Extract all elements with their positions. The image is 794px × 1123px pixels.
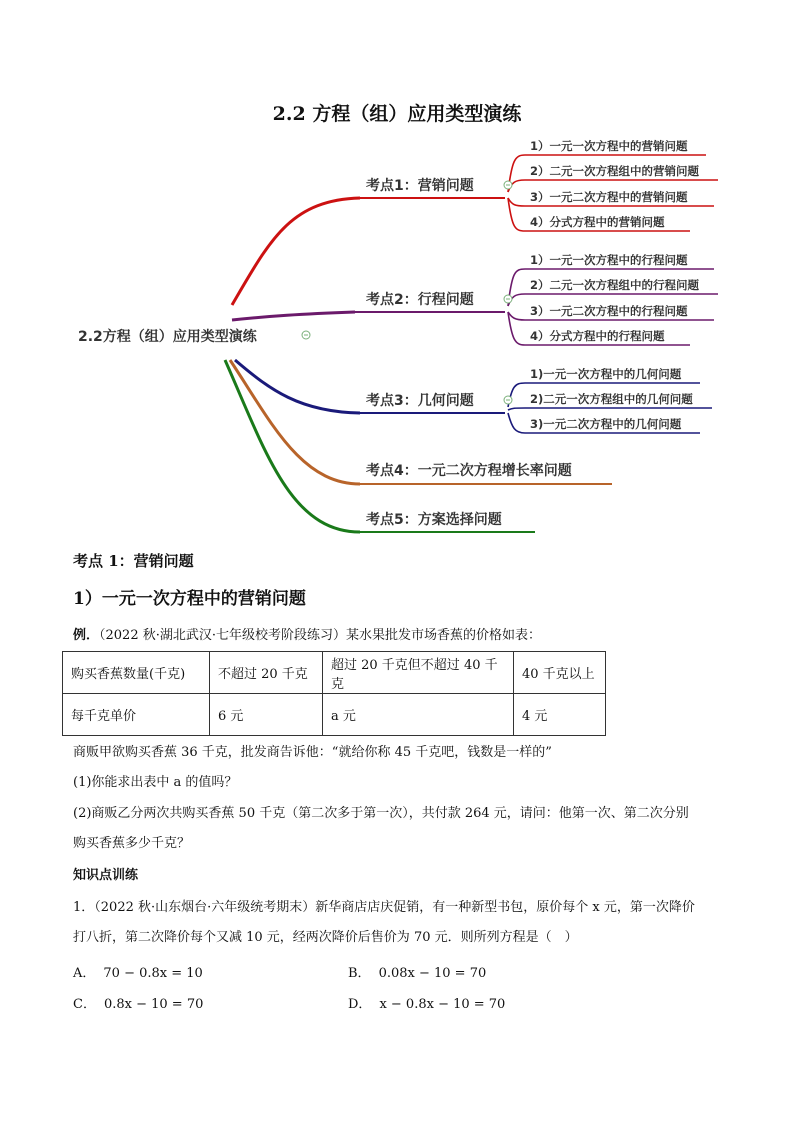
problem-1-line2: 打八折，第二次降价每个又减 10 元，经两次降价后售价为 70 元．则所列方程是（ ） [73, 930, 578, 945]
sub-item: 1)一元一次方程中的几何问题 [530, 367, 682, 381]
table-cell: 6 元 [210, 694, 323, 736]
option-d [348, 993, 505, 1012]
branch-label-1: 考点1：营销问题 [366, 178, 474, 194]
mind-map-root: 2.2方程（组）应用类型演练 [78, 329, 257, 345]
option-key: A． [73, 966, 96, 981]
branch-line-3 [235, 360, 360, 413]
sub-item: 3）一元二次方程中的营销问题 [530, 190, 688, 204]
table-cell: 不超过 20 千克 [210, 652, 323, 694]
sub-item: 1）一元一次方程中的营销问题 [530, 139, 688, 153]
after-table-text: 商贩甲欲购买香蕉 36 千克，批发商告诉他：“就给你称 45 千克吧，钱数是一样的” [73, 745, 552, 760]
branch-label-2: 考点2：行程问题 [366, 292, 474, 308]
option-a [73, 962, 203, 981]
option-text: 0.8x − 10 = 70 [103, 997, 204, 1012]
section-heading: 考点 1：营销问题 [73, 552, 194, 570]
sub-item: 2）二元一次方程组中的行程问题 [530, 278, 699, 292]
sub-item: 3）一元二次方程中的行程问题 [530, 304, 688, 318]
branch-label-5: 考点5：方案选择问题 [366, 512, 502, 528]
branch-label-3: 考点3：几何问题 [366, 393, 474, 409]
option-b [348, 962, 486, 981]
sub-item: 1）一元一次方程中的行程问题 [530, 253, 688, 267]
branch-line-4 [230, 360, 360, 484]
option-text: 70 − 0.8x = 10 [103, 966, 203, 981]
option-key: C． [73, 997, 96, 1012]
subsection-heading: 1）一元一次方程中的营销问题 [73, 589, 306, 609]
table-cell: 每千克单价 [63, 694, 210, 736]
problem-1-line1: 1．（2022 秋·山东烟台·六年级统考期末）新华商店店庆促销，有一种新型书包，原价每个 x 元，第一次降价 [73, 900, 695, 915]
option-key: D． [348, 997, 372, 1012]
table-cell: a 元 [323, 694, 514, 736]
question-2-line2: 购买香蕉多少千克？ [73, 836, 191, 851]
sub-item: 3)一元二次方程中的几何问题 [530, 417, 682, 431]
page-title: 2.2 方程（组）应用类型演练 [272, 103, 522, 125]
sub-item: 2)二元一次方程组中的几何问题 [530, 392, 693, 406]
price-table [62, 651, 606, 736]
table-cell: 超过 20 千克但不超过 40 千克 [323, 652, 514, 694]
example-text: （2022 秋·湖北武汉·七年级校考阶段练习）某水果批发市场香蕉的价格如表： [99, 628, 541, 643]
branch-line-2 [232, 312, 355, 320]
example-prefix: 例． [73, 628, 100, 643]
question-1: (1)你能求出表中 a 的值吗？ [73, 775, 238, 790]
table-row [63, 652, 606, 694]
training-heading: 知识点训练 [73, 868, 139, 883]
table-cell: 4 元 [514, 694, 606, 736]
question-2-line1: (2)商贩乙分两次共购买香蕉 50 千克（第二次多于第一次），共付款 264 元，请问：他第一次、第二次分别 [73, 806, 689, 821]
option-c [73, 993, 203, 1012]
table-row [63, 694, 606, 736]
example-line [73, 626, 541, 646]
sub-item: 4）分式方程中的营销问题 [530, 215, 665, 229]
branch-label-4: 考点4：一元二次方程增长率问题 [366, 463, 572, 479]
option-text: 0.08x − 10 = 70 [378, 966, 487, 981]
option-key: B． [348, 966, 371, 981]
option-text: x − 0.8x − 10 = 70 [379, 997, 506, 1012]
mind-map [0, 0, 794, 540]
table-cell: 40 千克以上 [514, 652, 606, 694]
table-cell: 购买香蕉数量(千克) [63, 652, 210, 694]
branch-line-1 [232, 198, 360, 305]
sub-item: 4）分式方程中的行程问题 [530, 329, 665, 343]
sub-item: 2）二元一次方程组中的营销问题 [530, 164, 699, 178]
